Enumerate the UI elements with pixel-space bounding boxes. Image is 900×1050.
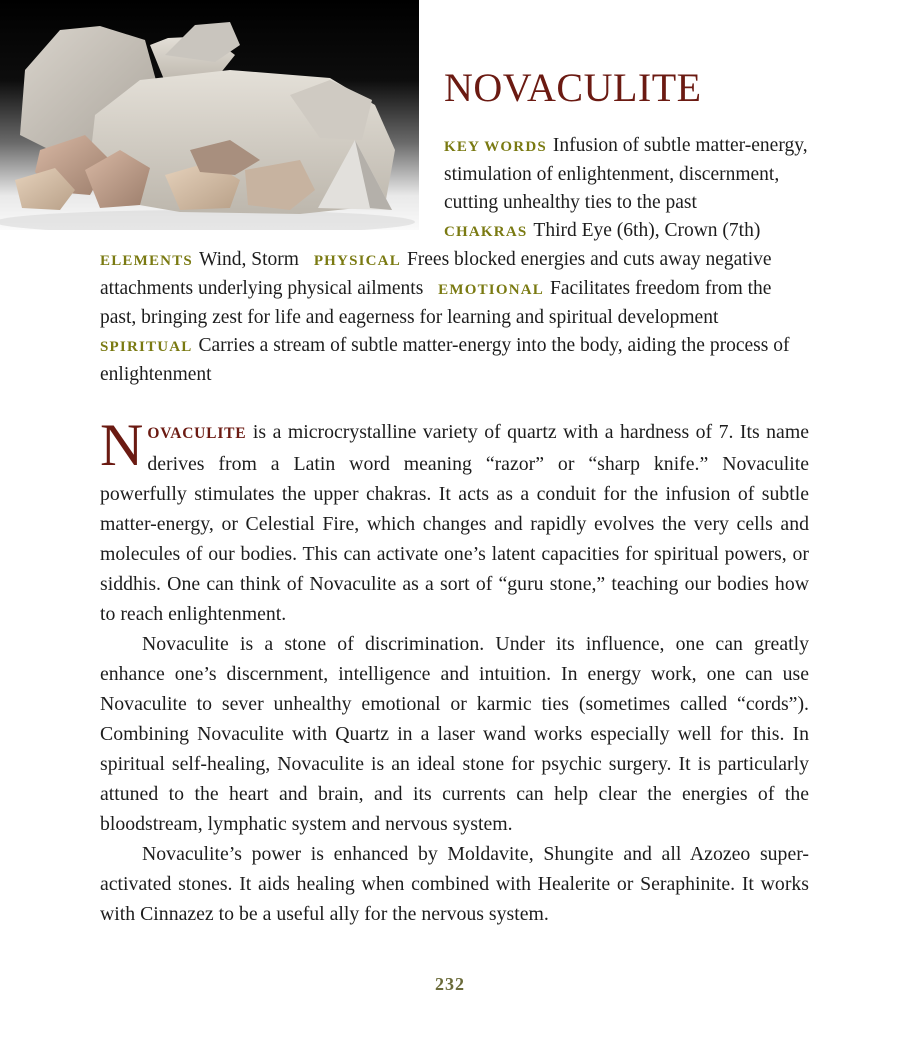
paragraph-1-text: is a microcrystalline variety of quartz with a hardness of 7. Its name derives from a Latin word meaning “razor” or “sharp knife.” Novaculite powerfully stimulates the upper chakras. It acts as a conduit for the infusion of subtle matter-energy, or Celestial Fire, which changes and rapidly evolves the very cells and molecules of our bodies. This can activate one’s latent capacities for spiritual powers, or siddhis. One can think of Novaculite as a sort of “guru stone,” teaching our bodies how to reach enlightenment. xyxy=(100,421,809,625)
elements-text: Wind, Storm xyxy=(198,249,299,270)
paragraph-1 xyxy=(100,412,809,629)
chakras-label: CHAKRAS xyxy=(444,224,528,240)
article-body xyxy=(100,412,809,929)
page-title: NOVACULITE xyxy=(444,65,702,110)
key-words-text: Infusion of subtle matter-energy, stimulation of enlightenment, discernment, cutting unhealthy ties to the past xyxy=(444,135,808,213)
lead-word: OVACULITE xyxy=(147,425,247,442)
properties-block xyxy=(100,132,810,389)
emotional-text: Facilitates freedom from the past, bringing zest for life and eagerness for learning and spiritual development xyxy=(100,278,772,328)
spiritual-label: SPIRITUAL xyxy=(100,339,193,355)
page-number: 232 xyxy=(435,974,465,994)
elements-label: ELEMENTS xyxy=(100,253,193,269)
physical-label: PHYSICAL xyxy=(313,253,401,269)
physical-text: Frees blocked energies and cuts away negative attachments underlying physical ailments xyxy=(100,249,772,299)
chakras-text: Third Eye (6th), Crown (7th) xyxy=(533,220,761,241)
drop-cap: N xyxy=(100,412,144,478)
emotional-label: EMOTIONAL xyxy=(438,282,544,298)
key-words-label: KEY WORDS xyxy=(444,139,547,155)
paragraph-2: Novaculite is a stone of discrimination. Under its influence, one can greatly enhance one’s discernment, intelligence and intuition. In energy work, one can use Novaculite to sever unhealthy emotional or karmic ties (sometimes called “cords”). Combining Novaculite with Quartz in a laser wand works especially well for this. In spiritual self-healing, Novaculite is an ideal stone for psychic surgery. It is particularly attuned to the heart and brain, and its currents can help clear the energies of the bloodstream, lymphatic system and nervous system. xyxy=(100,633,809,835)
paragraph-3: Novaculite’s power is enhanced by Moldavite, Shungite and all Azozeo super-activated stones. It aids healing when combined with Healerite or Seraphinite. It works with Cinnazez to be a useful ally for the nervous system. xyxy=(100,843,809,925)
float-spacer xyxy=(100,132,444,244)
spiritual-text: Carries a stream of subtle matter-energy into the body, aiding the process of enlightenment xyxy=(100,335,790,385)
